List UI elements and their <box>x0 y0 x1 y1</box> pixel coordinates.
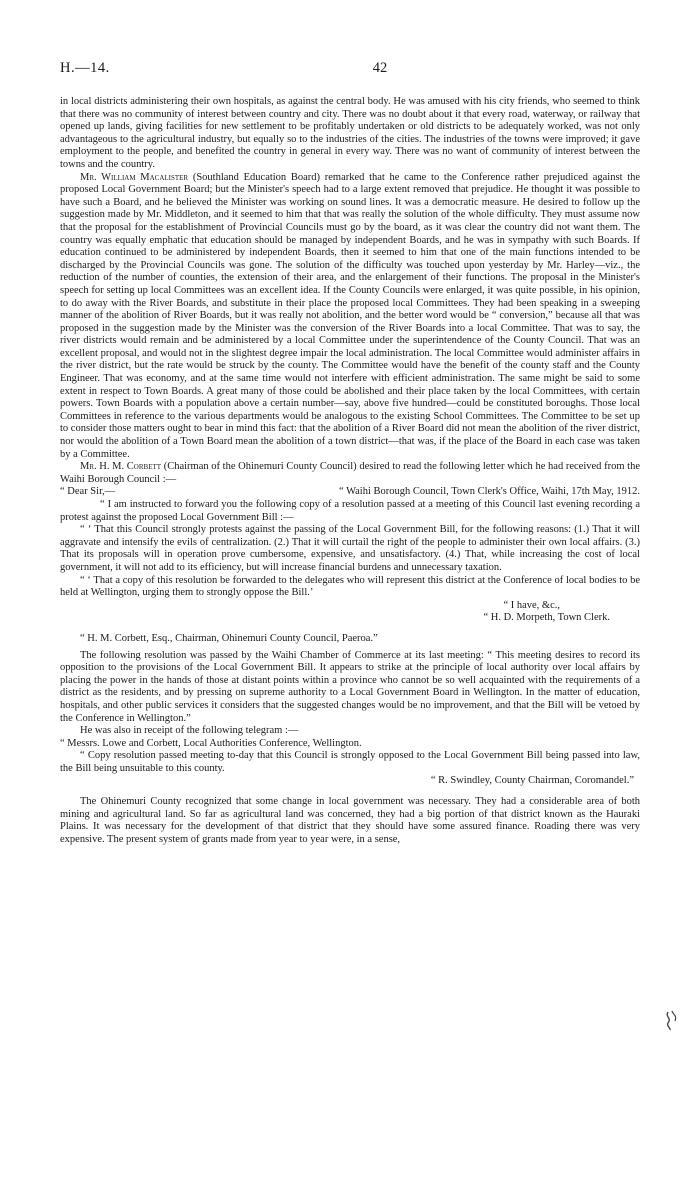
resolution-paragraph: “ ‘ That this Council strongly protests against the passing of the Local Government Bill, for the following reasons: (1.) That it will aggravate and intensify the evils of centralization. (2.) That it will curtail the right of the people to administer their own local affairs. (3.) That its proposals will in operation prove cumbersome, expensive, and unsatisfactory. (4.) That, while increasing the cost of local government, it will not add to its efficiency, but will increase financial burdens and unnecessary taxation. <box>60 524 640 573</box>
document-reference: H.—14. <box>60 60 110 76</box>
letter-addressee: “ H. M. Corbett, Esq., Chairman, Ohinemuri County Council, Paeroa.” <box>80 632 378 644</box>
speech-text: (Chairman of the Ohinemuri County Council) desired to read the following letter which he had received from the Waihi Borough Council :— <box>60 461 640 485</box>
page-header <box>60 60 640 80</box>
resolution-paragraph: “ ‘ That a copy of this resolution be forwarded to the delegates who will represent this district at the Conference of local bodies to be held at Wellington, urging them to strongly oppose the Bill.’ <box>60 574 640 599</box>
paragraph-ohinemuri: The Ohinemuri County recognized that some change in local government was necessary. They had a considerable area of both mining and agricultural land. So far as agricultural land was concerned, they had a big portion of that district known as the Hauraki Plains. It was necessary for the development of that district that they should have some assured finance. Roading there was very expensive. The present system of grants made from year to year were, in a sense, <box>60 796 640 845</box>
letter-signature: “ H. D. Morpeth, Town Clerk. <box>483 612 610 624</box>
speaker-name: Mr. H. M. Corbett <box>80 461 162 473</box>
page-number: 42 <box>372 60 388 76</box>
paragraph-macalister <box>60 172 640 462</box>
paragraph-telegram-intro: He was also in receipt of the following telegram :— <box>80 725 299 737</box>
letter-dateline: “ Waihi Borough Council, Town Clerk's Office, Waihi, 17th May, 1912. <box>338 486 640 498</box>
letter-paragraph: “ I am instructed to forward you the following copy of a resolution passed at a meeting of this Council last evening recording a protest against the proposed Local Government Bill :— <box>60 499 640 523</box>
letter-salutation: “ Dear Sir,— <box>60 486 116 498</box>
paragraph-corbett <box>60 461 640 486</box>
speaker-name: Mr. William Macalister <box>80 171 189 183</box>
telegram-addressee: “ Messrs. Lowe and Corbett, Local Authorities Conference, Wellington. <box>60 737 362 749</box>
telegram-body: “ Copy resolution passed meeting to-day that this Council is strongly opposed to the Local Government Bill being passed into law, the Bill being unsuitable to this county. <box>60 750 640 774</box>
paragraph-hospitals: in local districts administering their own hospitals, as against the central body. He was amused with his city friends, who seemed to think that there was no community of interest between country and city. There was no doubt about it that every road, waterway, or railway that opened up lands, giving facilities for new settlement to be profitably undertaken or old districts to be adequately worked, was not only advantageous to the agricultural industry, but equally so to the industries of the cities. The industries of the towns were improved; it gave employment to the people, and benefited the country in general in every way. There was no want of community of interest between the towns and the country. <box>60 96 640 170</box>
letter-heading <box>60 486 640 499</box>
document-body <box>60 96 640 846</box>
margin-mark-icon <box>662 1009 684 1031</box>
telegram-signature: “ R. Swindley, County Chairman, Coromandel.” <box>430 775 634 787</box>
paragraph-chamber-resolution: The following resolution was passed by the Waihi Chamber of Commerce at its last meeting: “ This meeting desires to record its opposition to the provisions of the Local Government Bill. It appears to strike at the principle of local authority over local affairs by placing the power in the hands of those at distant points within a province who cannot be so well acquainted with the requirements of a district as the residents, and by pressing on supreme authority to a Local Government Board in Wellington. In the matter of education, hospitals, and other public services it considers that the suggested changes would be no improvement, and that the Bill will be vetoed by the Conference in Wellington.” <box>60 649 640 724</box>
speech-text: (Southland Education Board) remarked that he came to the Conference rather prejudiced against the proposed Local Government Board; but the Minister's speech had to a large extent removed that prejudice. He thought it was possible to have such a Board, and he believed the Minister was working on sound lines. It was a democratic measure. He desired to follow up the suggestion made by Mr. Middleton, and it seemed to him that that was really the solution of the whole difficulty. They must assume now that the proposal for the establishment of Provincial Councils must go by the board, as it was clear the country did not want them. The country was equally emphatic that education should be managed by independent Boards, and he was in sympathy with such Boards. If education continued to be administered by independent Boards, then it seemed to him that one of the main functions intended to be discharged by the Provincial Councils was gone. The solution of the difficulty was touched upon yesterday by Mr. Harley—viz., the reduction of the number of counties, the extension of their area, and the enlargement of their functions. The proposal in the Minister's speech for setting up local Committees was an excellent idea. If the County Councils were enlarged, it was quite possible, in his opinion, to do away with the River Boards, and substitute in their place the proposed local Committees. They had been speaking in a sweeping manner of the abolition of River Boards, but it was really not abolition, and the better word would be “ conversion,” because all that was proposed in the suggestion made by the Minister was the conversion of the River Boards into a local Committee. That was to say, the river districts would remain and be administered by a local Committee under the superintendence of the County Council. That was an excellent proposal, and would not in the slightest degree impair the local administration. The local Committee would administer affairs in the river district, but the rate would be struck by the county. The Committee would have the benefit of the county staff and the County Engineer. That was economy, and at the same time would not interfere with efficient administration. The same might be said to some extent in respect to Town Boards. A great many of those could be abolished and their place taken by the local Committees, with certain powers. Town Boards with a population above a certain number—say, above five hundred—could be constituted boroughs. Those local Committees in reference to the various departments would be analogous to the existing School Committees. The Committee to be set up to consider those matters ought to bear in mind this fact: that the abolition of a River Board did not mean the abolition of the river district, nor would the abolition of a Town Board mean the abolition of a town district—that was, if the place of the Board in each case was taken by a Committee. <box>60 171 641 460</box>
letter-closing: “ I have, &c., <box>503 599 560 611</box>
